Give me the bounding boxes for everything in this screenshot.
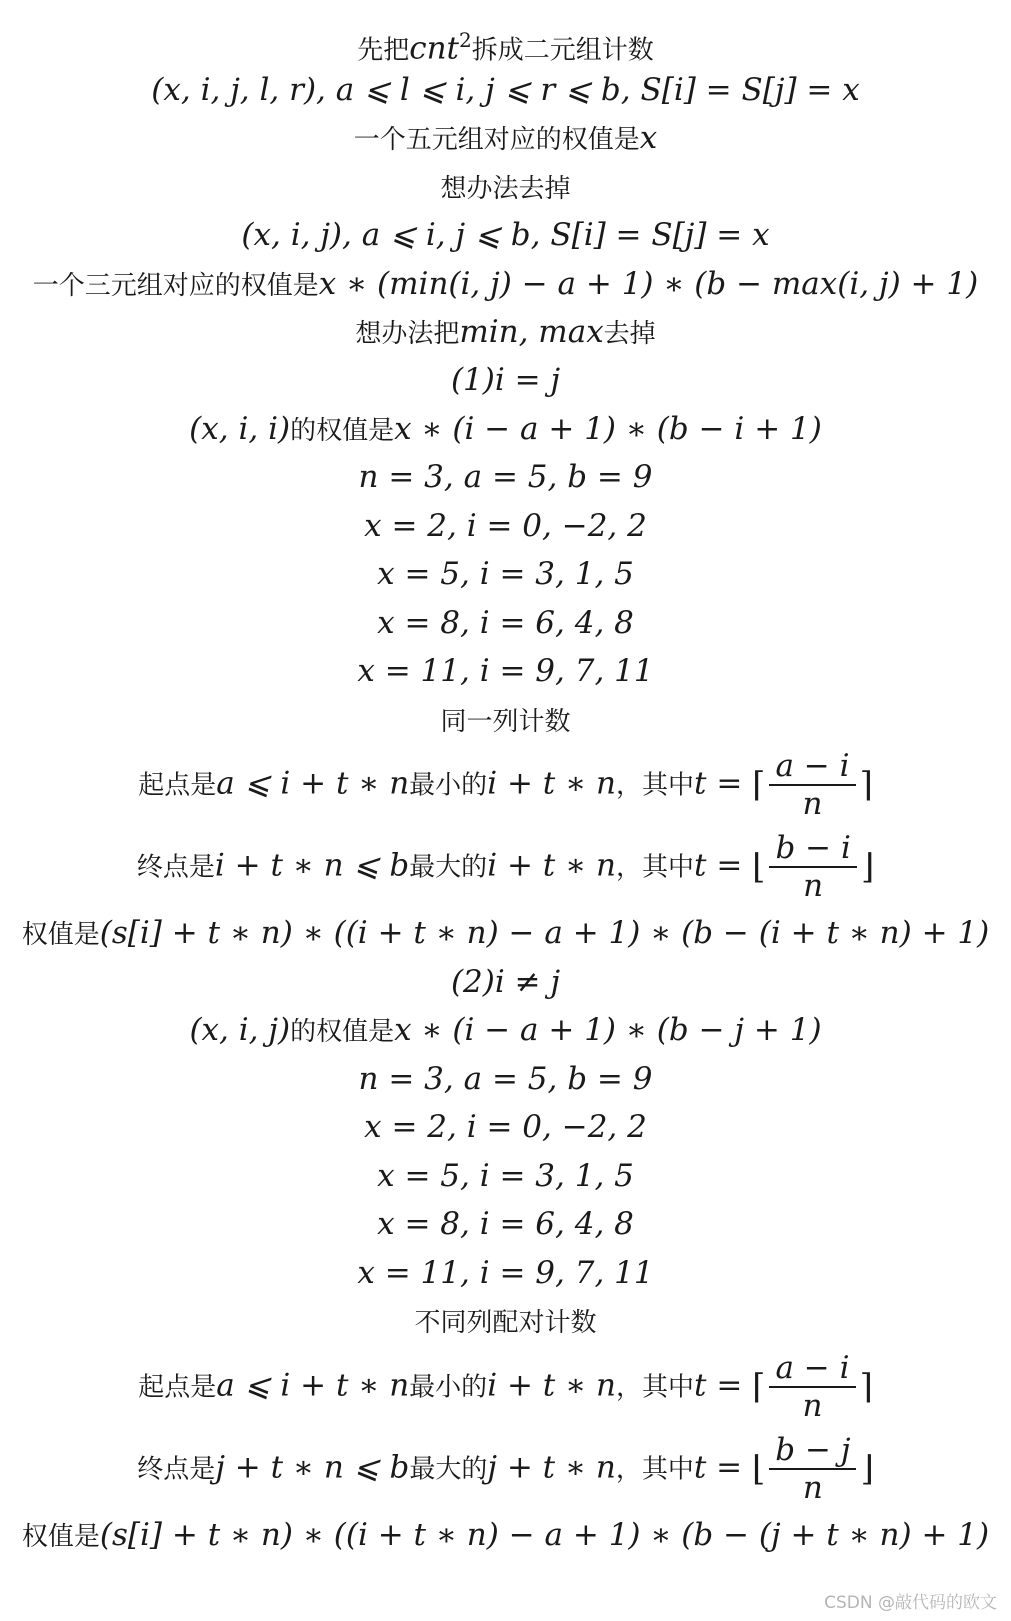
line-9: (x, i, i)的权值是x ∗ (i − a + 1) ∗ (b − i + 1): [189, 411, 822, 447]
floor-left: ⌊: [752, 1449, 766, 1489]
line-10: n = 3, a = 5, b = 9: [358, 459, 653, 495]
line-12: x = 5, i = 3, 1, 5: [377, 556, 634, 592]
ceil-left: ⌈: [752, 765, 766, 805]
line-1: 先把cnt$^2$拆成二元组计数: [357, 28, 654, 67]
floor-right: ⌋: [860, 847, 875, 887]
line-11: x = 2, i = 0, −2, 2: [364, 508, 647, 544]
ceil-right: ⌉: [859, 765, 873, 805]
floor-left: ⌊: [752, 847, 766, 887]
line-3: 一个五元组对应的权值是x: [353, 120, 658, 156]
line-14: x = 11, i = 9, 7, 11: [357, 653, 654, 689]
line-25: x = 11, i = 9, 7, 11: [357, 1255, 654, 1291]
line-16: 起点是a ⩽ i + t ∗ n最小的i + t ∗ n，其中t = ⌈ $\frac{a - i}{n}$ ⌉: [138, 748, 873, 822]
line-29: 权值是(s[i] + t ∗ n) ∗ ((i + t ∗ n) − a + 1) ∗ (b − (j + t ∗ n) + 1): [21, 1517, 990, 1553]
floor-right: ⌋: [860, 1449, 874, 1489]
line-27: 起点是a ⩽ i + t ∗ n最小的i + t ∗ n，其中t = ⌈ $\frac{a - i}{n}$ ⌉: [138, 1350, 873, 1424]
line-15: 同一列计数: [440, 707, 571, 737]
line-18: 权值是(s[i] + t ∗ n) ∗ ((i + t ∗ n) − a + 1) ∗ (b − (i + t ∗ n) + 1): [21, 915, 990, 951]
fraction: $\frac{a - i}{n}$: [769, 748, 855, 822]
line-13: x = 8, i = 6, 4, 8: [377, 605, 634, 641]
ceil-left: ⌈: [752, 1367, 766, 1407]
line-5: (x, i, j), a ⩽ i, j ⩽ b, S[i] = S[j] = x: [241, 217, 770, 253]
line-19: (2)i ≠ j: [450, 964, 561, 1000]
line-17: 终点是i + t ∗ n ⩽ b最大的i + t ∗ n，其中t = ⌊ $\frac{b - i}{n}$ ⌋: [136, 830, 875, 904]
line-21: n = 3, a = 5, b = 9: [358, 1061, 653, 1097]
ceil-right: ⌉: [859, 1367, 873, 1407]
line-8: (1)i = j: [450, 362, 561, 398]
fraction: $\frac{b - j}{n}$: [769, 1432, 856, 1506]
line-7: 想办法把min, max去掉: [355, 314, 656, 350]
line-6: 一个三元组对应的权值是x ∗ (min(i, j) − a + 1) ∗ (b − max(i, j) + 1): [32, 266, 979, 302]
fraction: $\frac{b - i}{n}$: [769, 830, 856, 904]
line-28: 终点是j + t ∗ n ⩽ b最大的j + t ∗ n，其中t = ⌊ $\frac{b - j}{n}$ ⌋: [137, 1432, 874, 1506]
line-20: (x, i, j)的权值是x ∗ (i − a + 1) ∗ (b − j + 1): [189, 1012, 822, 1048]
watermark: CSDN @敲代码的欧文: [824, 1593, 997, 1613]
line-22: x = 2, i = 0, −2, 2: [364, 1109, 647, 1145]
line-26: 不同列配对计数: [414, 1308, 597, 1338]
line-24: x = 8, i = 6, 4, 8: [377, 1206, 634, 1242]
line-23: x = 5, i = 3, 1, 5: [377, 1158, 634, 1194]
fraction: $\frac{a - i}{n}$: [769, 1350, 855, 1424]
line-2: (x, i, j, l, r), a ⩽ l ⩽ i, j ⩽ r ⩽ b, S[i] = S[j] = x: [151, 72, 860, 108]
line-4: 想办法去掉: [440, 174, 571, 204]
